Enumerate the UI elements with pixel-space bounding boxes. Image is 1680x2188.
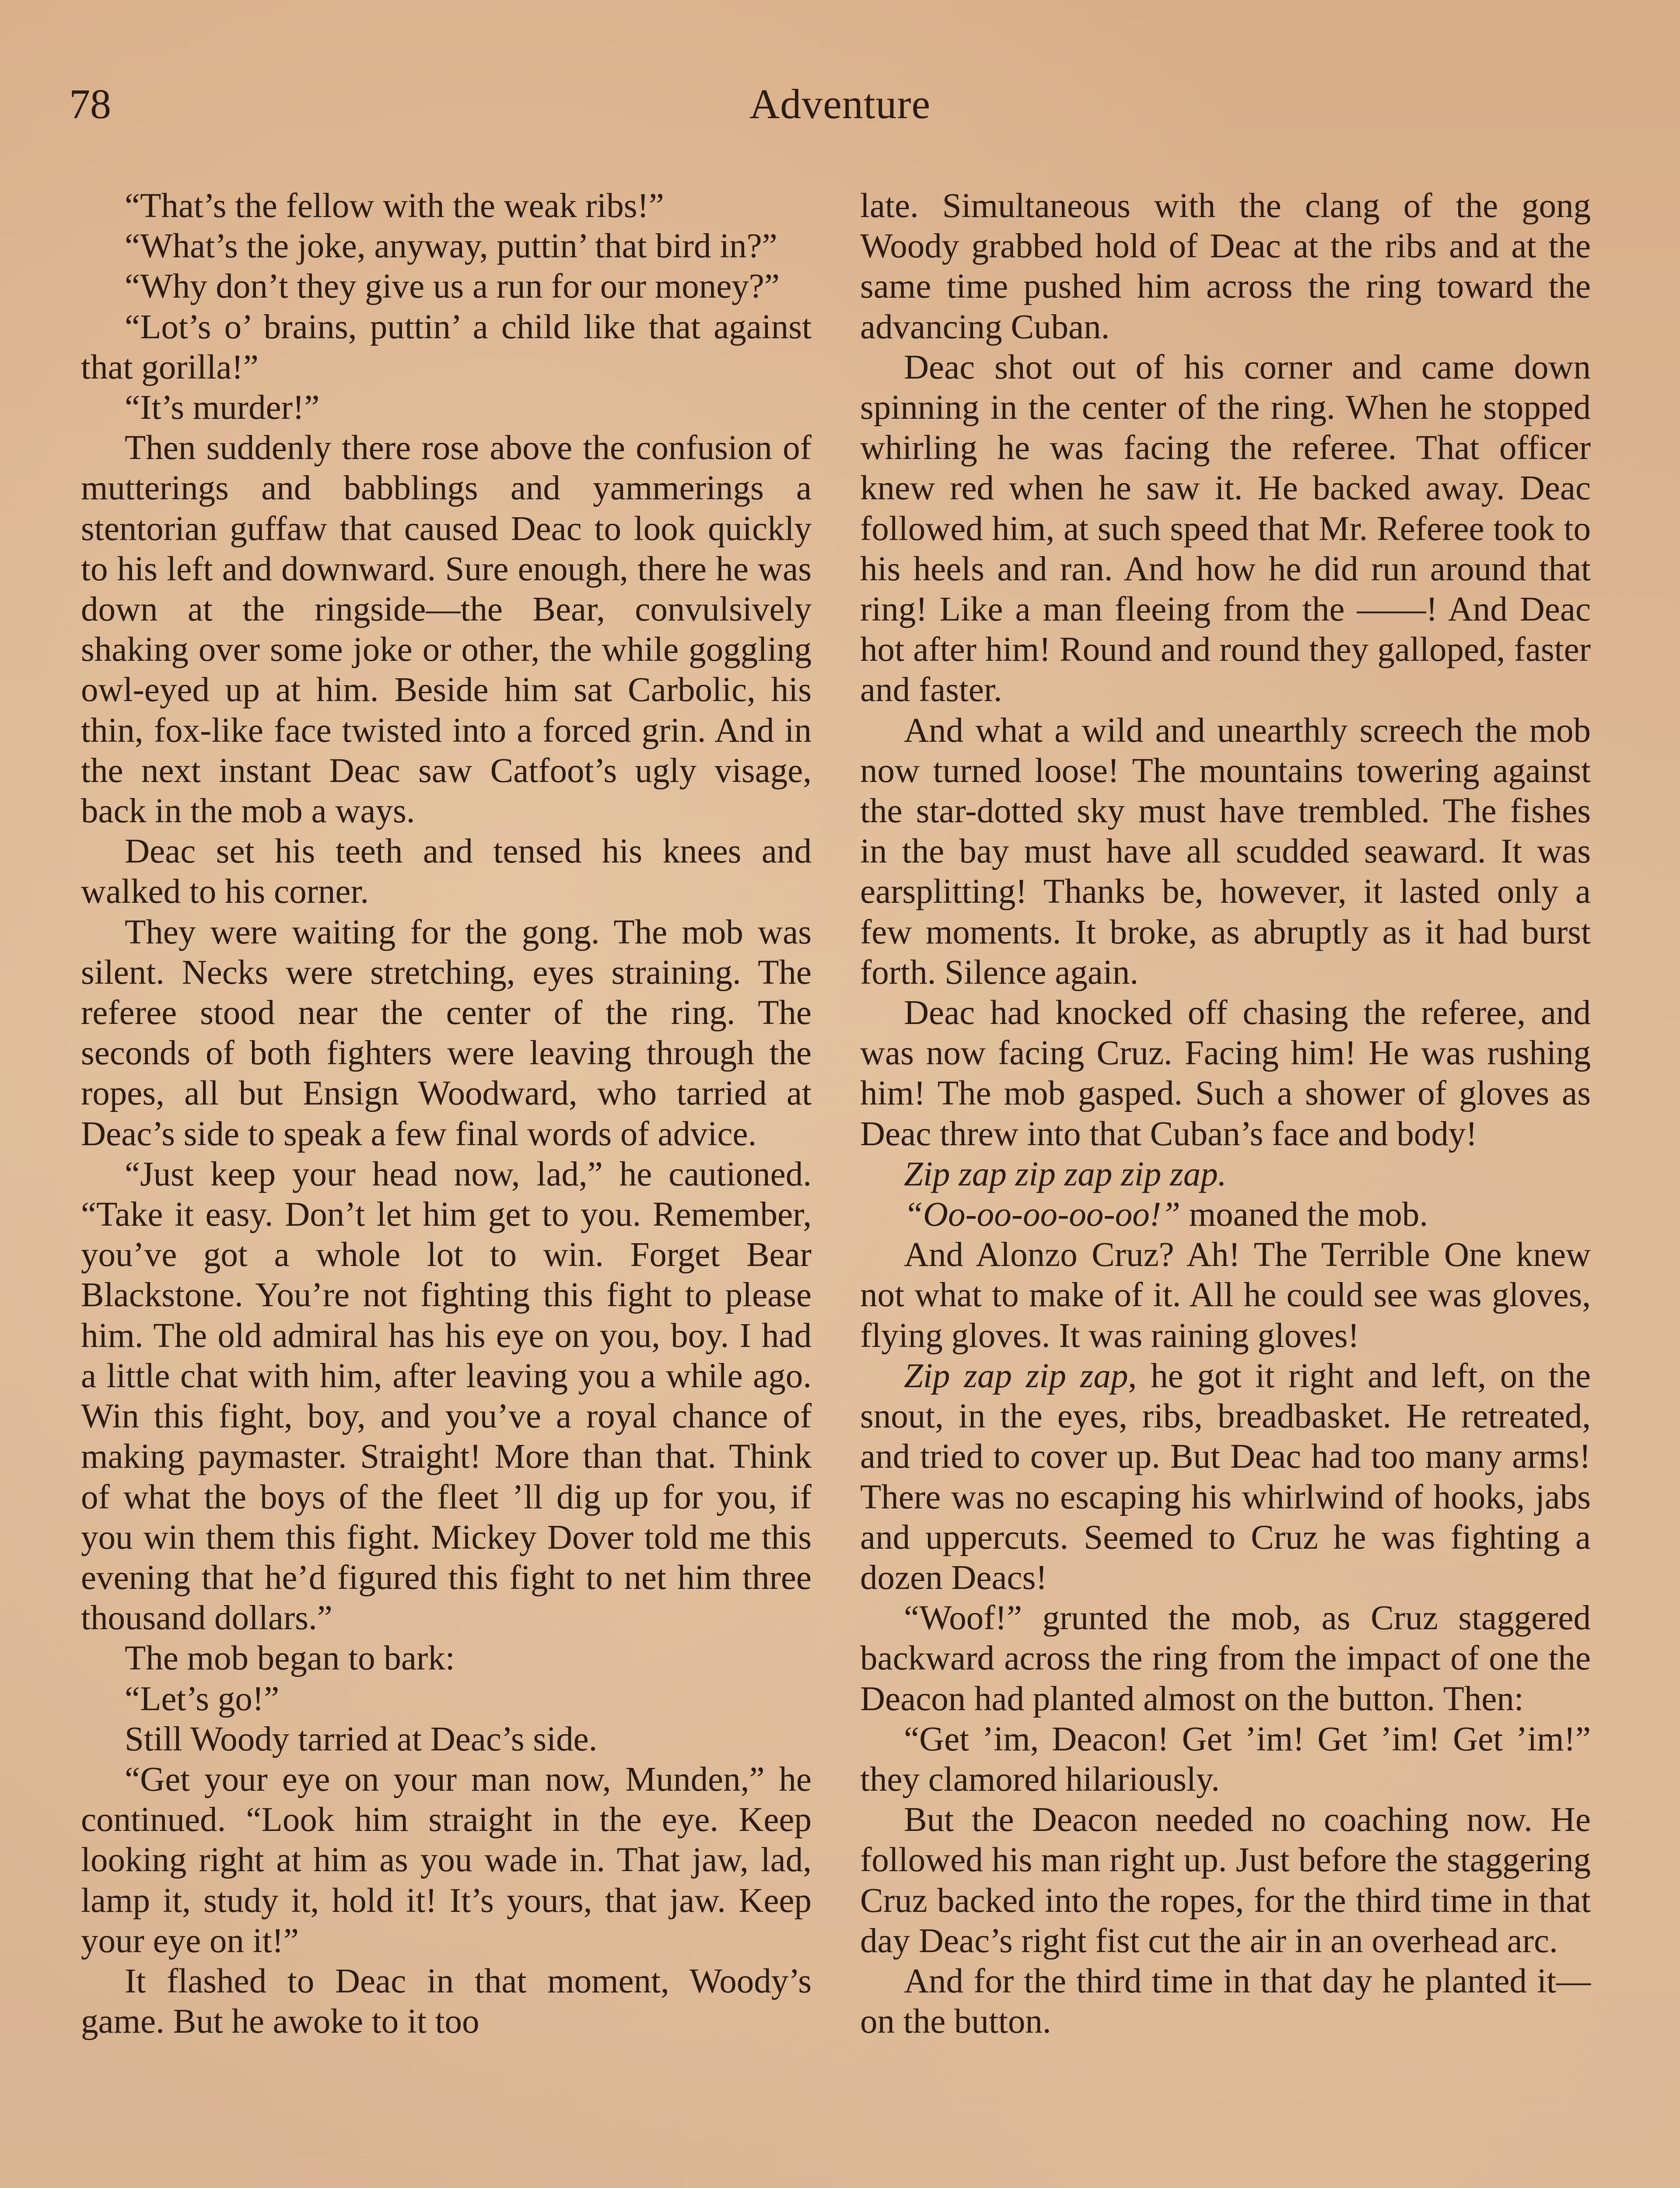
paragraph: “Just keep your head now, lad,” he cautioned. “Take it easy. Don’t let him get to you. Remember, you’ve got a whole lot to win. Forget Bear Blackstone. You’re not fighting this fight to please him. The old admiral has his eye on you, boy. I had a little chat with him, after leaving you a while ago. Win this fight, boy, and you’ve a royal chance of making paymaster. Straight! More than that. Think of what the boys of the fleet ’ll dig up for you, if you win them this fight. Mickey Dover told me this evening that he’d figured this fight to net him three thousand dollars.” bbox=[81, 1155, 812, 1637]
left-text-column bbox=[81, 186, 812, 2042]
paragraph: But the Deacon needed no coaching now. He followed his man right up. Just before the staggering Cruz backed into the ropes, for the third time in that day Deac’s right fist cut the air in an overhead arc. bbox=[860, 1801, 1591, 1960]
paragraph: They were waiting for the gong. The mob was silent. Necks were stretching, eyes straining. The referee stood near the center of the ring. The seconds of both fighters were leaving through the ropes, all but Ensign Woodward, who tarried at Deac’s side to speak a few final words of advice. bbox=[81, 913, 812, 1153]
paragraph: And Alonzo Cruz? Ah! The Terrible One knew not what to make of it. All he could see was gloves, flying gloves. It was raining gloves! bbox=[860, 1236, 1591, 1355]
paragraph: Then suddenly there rose above the confusion of mutterings and babblings and yammerings a stentorian guffaw that caused Deac to look quickly to his left and downward. Sure enough, there he was down at the ringside—the Bear, convulsively shaking over some joke or other, the while goggling owl-eyed up at him. Beside him sat Carbolic, his thin, fox-like face twisted into a forced grin. And in the next instant Deac saw Catfoot’s ugly visage, back in the mob a ways. bbox=[81, 429, 812, 831]
paragraph: Still Woody tarried at Deac’s side. bbox=[125, 1720, 598, 1758]
italic-phrase: Zip zap zip zap bbox=[904, 1357, 1128, 1395]
paragraph: “Let’s go!” bbox=[125, 1680, 280, 1718]
paragraph: “It’s murder!” bbox=[125, 389, 320, 427]
italic-line: Zip zap zip zap zip zap. bbox=[904, 1155, 1227, 1193]
paragraph: It flashed to Deac in that moment, Woody’s game. But he awoke to it too bbox=[81, 1962, 812, 2041]
italic-phrase: “Oo-oo-oo-oo-oo!” bbox=[904, 1196, 1180, 1234]
paragraph: “Get ’im, Deacon! Get ’im! Get ’im! Get ’im!” they clamored hilariously. bbox=[860, 1720, 1591, 1799]
text-run: moaned the mob. bbox=[1180, 1196, 1428, 1234]
paragraph: And for the third time in that day he planted it—on the button. bbox=[860, 1962, 1591, 2041]
paragraph: “What’s the joke, anyway, puttin’ that bird in?” bbox=[125, 227, 777, 266]
paragraph bbox=[860, 1356, 1591, 1598]
paragraph: Deac shot out of his corner and came down spinning in the center of the ring. When he stopped whirling he was facing the referee. That officer knew red when he saw it. He backed away. Deac followed him, at such speed that Mr. Referee took to his heels and ran. And how he did run around that ring! Like a man fleeing from the ——! And Deac hot after him! Round and round they galloped, faster and faster. bbox=[860, 348, 1591, 709]
paragraph: Deac set his teeth and tensed his knees and walked to his corner. bbox=[81, 832, 812, 911]
paragraph: “Lot’s o’ brains, puttin’ a child like that against that gorilla!” bbox=[81, 308, 812, 386]
page-number: 78 bbox=[69, 81, 111, 127]
continued-paragraph: late. Simultaneous with the clang of the gong Woody grabbed hold of Deac at the ribs and at the same time pushed him across the ring toward the advancing Cuban. bbox=[860, 187, 1591, 346]
paragraph: “Why don’t they give us a run for our money?” bbox=[125, 267, 780, 306]
paragraph: The mob began to bark: bbox=[125, 1639, 455, 1678]
paragraph: “That’s the fellow with the weak ribs!” bbox=[125, 187, 664, 225]
right-text-column bbox=[860, 186, 1591, 2042]
text-run: , he got it right and left, on the snout, in the eyes, ribs, breadbasket. He retreated, and tried to cover up. But Deac had too many arms! There was no escaping his whirlwind of hooks, jabs and uppercuts. Seemed to Cruz he was fighting a dozen Deacs! bbox=[860, 1357, 1591, 1597]
running-head: Adventure bbox=[749, 81, 931, 127]
paragraph: Deac had knocked off chasing the referee, and was now facing Cruz. Facing him! He was rushing him! The mob gasped. Such a shower of gloves as Deac threw into that Cuban’s face and body! bbox=[860, 994, 1591, 1153]
paragraph bbox=[860, 1195, 1591, 1235]
paragraph: And what a wild and unearthly screech the mob now turned loose! The mountains towering against the star-dotted sky must have trembled. The fishes in the bay must have all scudded seaward. It was earsplitting! Thanks be, however, it lasted only a few moments. It broke, as abruptly as it had burst forth. Silence again. bbox=[860, 711, 1591, 992]
paragraph: “Woof!” grunted the mob, as Cruz staggered backward across the ring from the impact of one the Deacon had planted almost on the button. Then: bbox=[860, 1599, 1591, 1718]
paragraph: “Get your eye on your man now, Munden,” he continued. “Look him straight in the eye. Keep looking right at him as you wade in. That jaw, lad, lamp it, study it, hold it! It’s yours, that jaw. Keep your eye on it!” bbox=[81, 1760, 812, 1960]
